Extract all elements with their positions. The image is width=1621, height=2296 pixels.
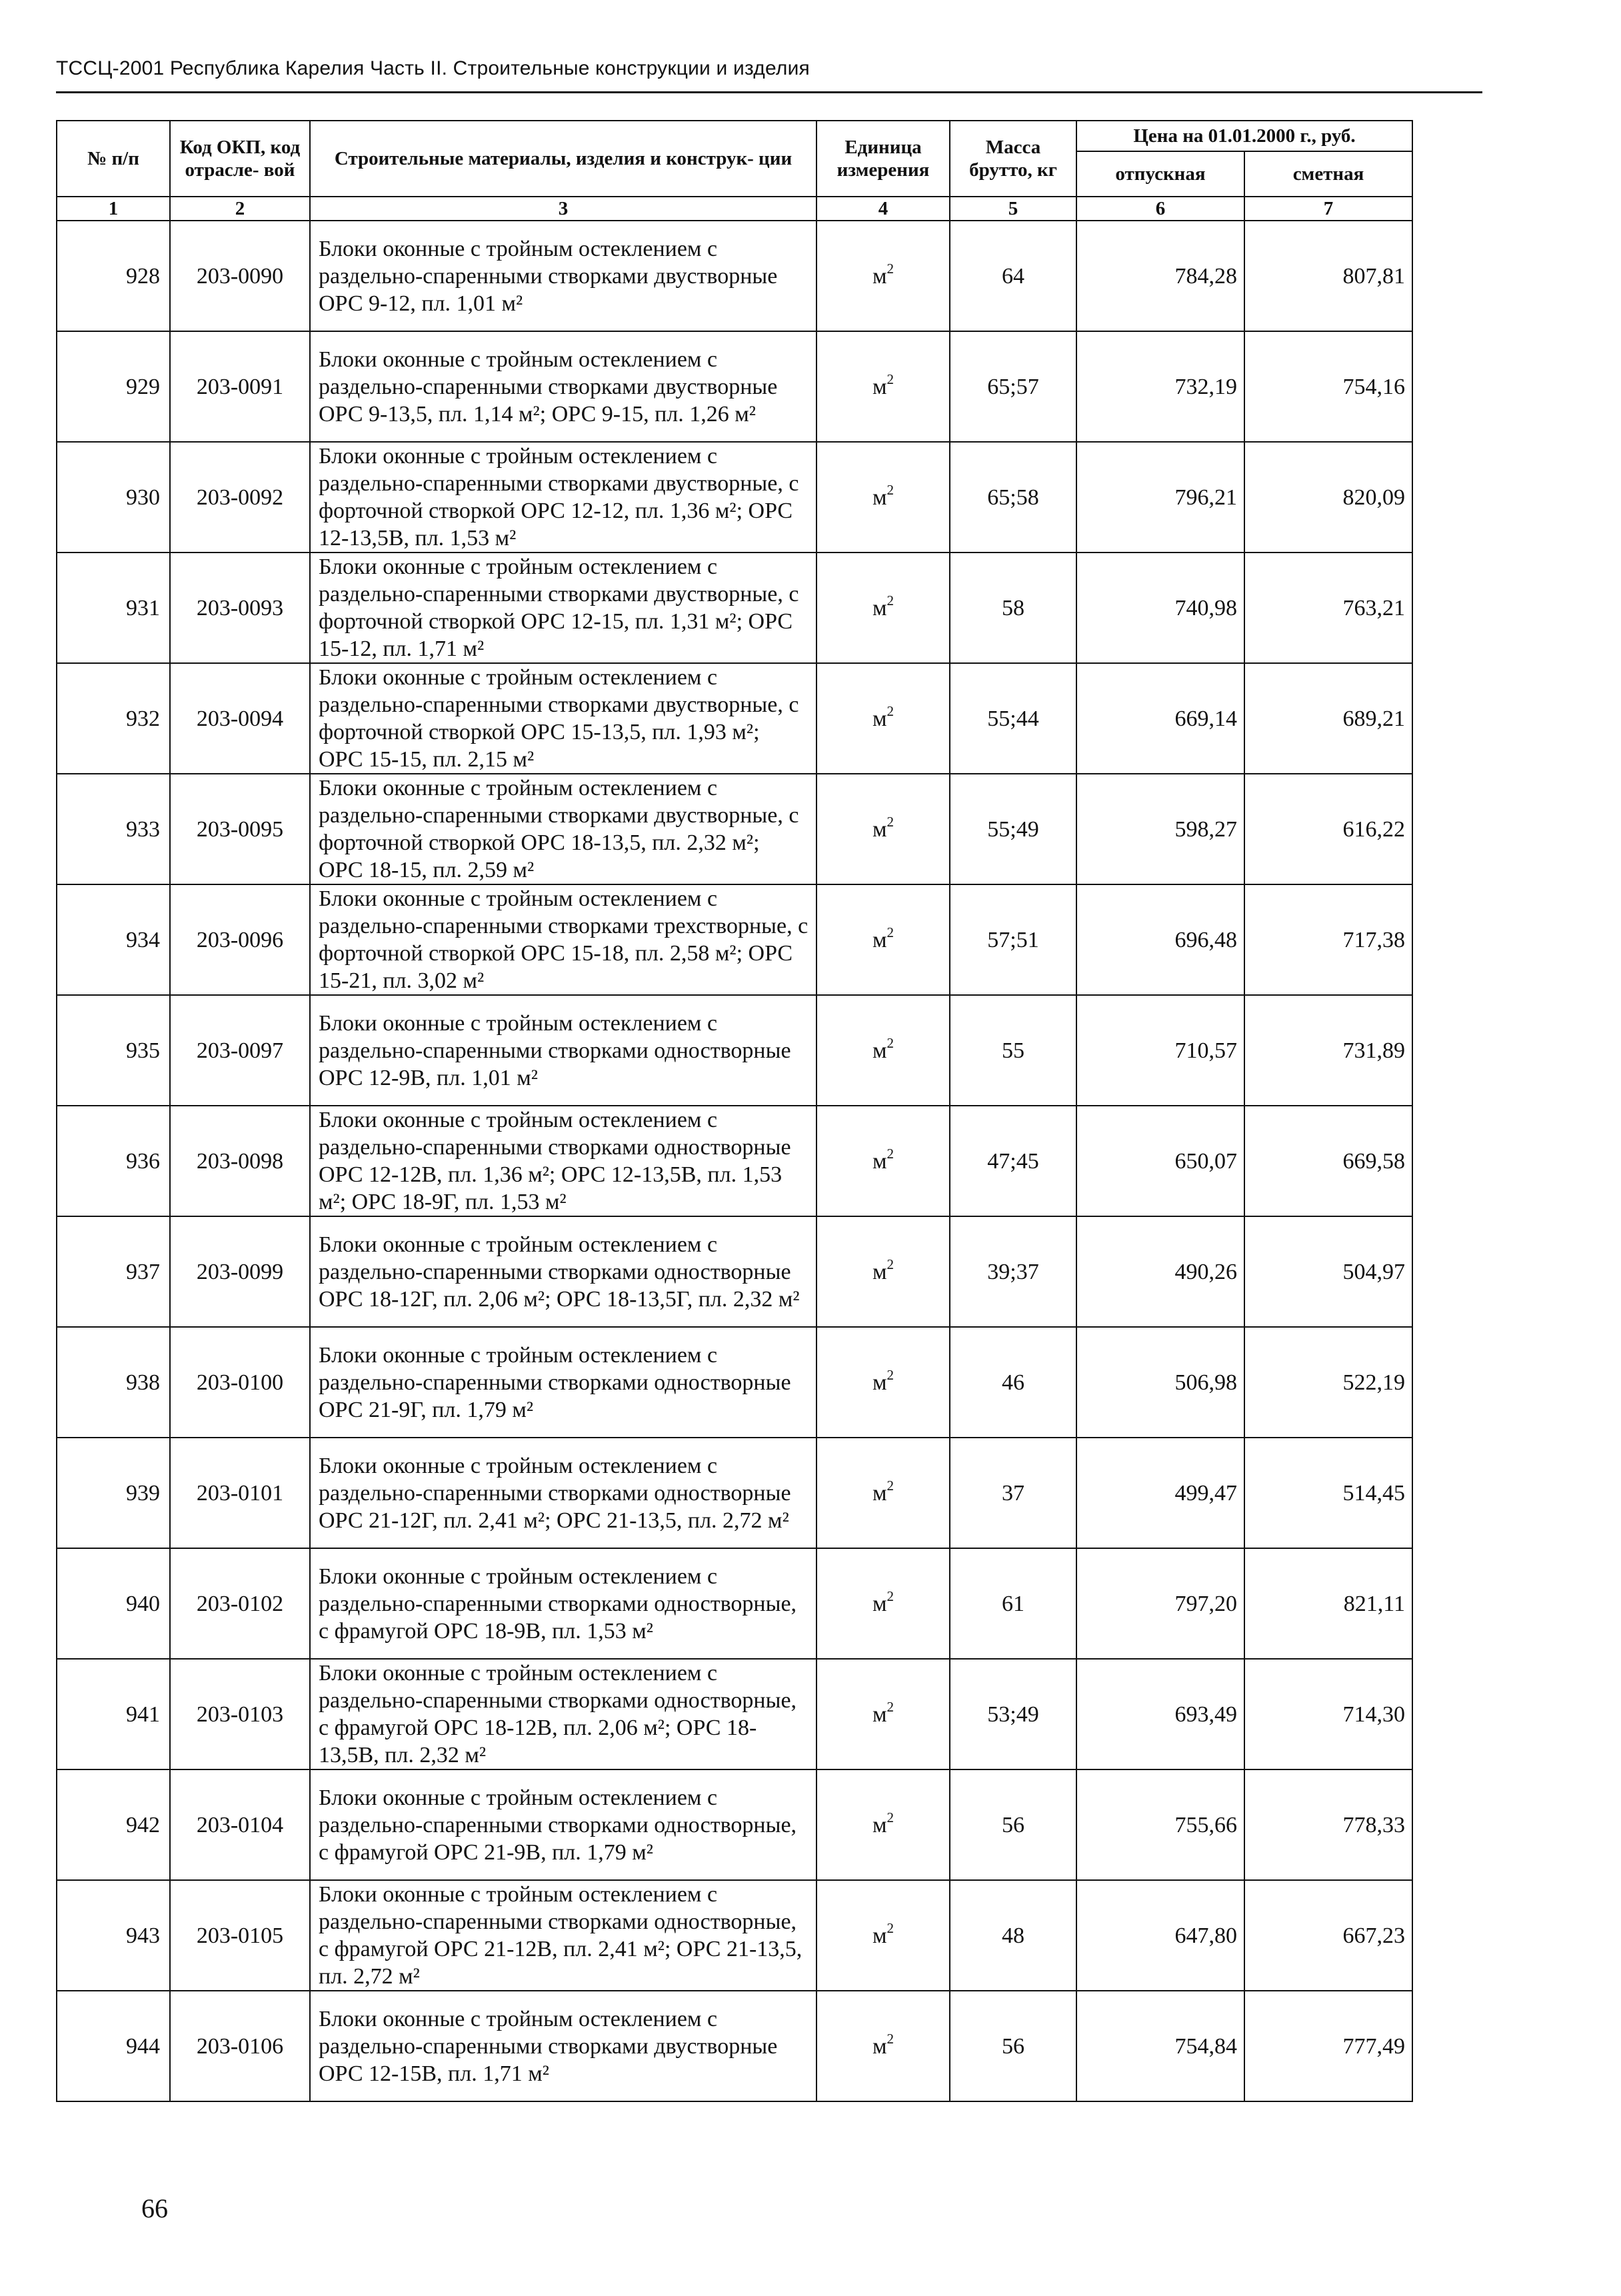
estimate-price: 731,89 (1244, 995, 1412, 1106)
okp-code: 203-0102 (170, 1548, 310, 1659)
page-number: 66 (141, 2193, 168, 2223)
release-price: 755,66 (1076, 1769, 1244, 1880)
estimate-price: 754,16 (1244, 331, 1412, 442)
okp-code: 203-0099 (170, 1216, 310, 1327)
material-description: Блоки оконные с тройным остеклением с раздельно-спаренными створками одностворные, с фрамугой ОРС 21-9В, пл. 1,79 м² (310, 1769, 816, 1880)
table-row (57, 1880, 1412, 1991)
estimate-price: 763,21 (1244, 553, 1412, 663)
estimate-price: 669,58 (1244, 1106, 1412, 1216)
material-description: Блоки оконные с тройным остеклением с раздельно-спаренными створками двустворные, с форточной створкой ОРС 12-15, пл. 1,31 м²; ОРС 15-12, пл. 1,71 м² (310, 553, 816, 663)
row-number: 932 (57, 663, 170, 774)
unit-cell (816, 553, 950, 663)
row-number: 936 (57, 1106, 170, 1216)
material-description: Блоки оконные с тройным остеклением с раздельно-спаренными створками одностворные ОРС 12-12В, пл. 1,36 м²; ОРС 12-13,5В, пл. 1,53 м²; ОРС 18-9Г, пл. 1,53 м² (310, 1106, 816, 1216)
unit-superscript: 2 (886, 1699, 894, 1716)
release-price: 499,47 (1076, 1438, 1244, 1548)
header-rule (56, 91, 1482, 93)
okp-code: 203-0097 (170, 995, 310, 1106)
unit-base: м (872, 1923, 887, 1948)
release-price: 740,98 (1076, 553, 1244, 663)
header-estimate-price: сметная (1244, 151, 1412, 197)
mass-cell: 55 (950, 995, 1076, 1106)
material-description: Блоки оконные с тройным остеклением с раздельно-спаренными створками одностворные ОРС 21-9Г, пл. 1,79 м² (310, 1327, 816, 1438)
row-number: 935 (57, 995, 170, 1106)
table-row (57, 221, 1412, 331)
unit-superscript: 2 (886, 1367, 894, 1384)
unit-superscript: 2 (886, 1809, 894, 1826)
row-number: 930 (57, 442, 170, 553)
unit-base: м (872, 485, 887, 510)
unit-base: м (872, 1702, 887, 1727)
price-table-container (56, 120, 1412, 2102)
material-description: Блоки оконные с тройным остеклением с раздельно-спаренными створками трехстворные, с форточной створкой ОРС 15-18, пл. 2,58 м²; ОРС 15-21, пл. 3,02 м² (310, 884, 816, 995)
release-price: 754,84 (1076, 1991, 1244, 2101)
unit-superscript: 2 (886, 814, 894, 830)
release-price: 796,21 (1076, 442, 1244, 553)
mass-cell: 57;51 (950, 884, 1076, 995)
release-price: 647,80 (1076, 1880, 1244, 1991)
release-price: 797,20 (1076, 1548, 1244, 1659)
unit-superscript: 2 (886, 1588, 894, 1605)
estimate-price: 821,11 (1244, 1548, 1412, 1659)
unit-superscript: 2 (886, 371, 894, 388)
unit-superscript: 2 (886, 1920, 894, 1937)
mass-cell: 64 (950, 221, 1076, 331)
okp-code: 203-0104 (170, 1769, 310, 1880)
material-description: Блоки оконные с тройным остеклением с раздельно-спаренными створками одностворные, с фрамугой ОРС 18-12В, пл. 2,06 м²; ОРС 18-13,5В, пл. 2,32 м² (310, 1659, 816, 1769)
row-number: 943 (57, 1880, 170, 1991)
okp-code: 203-0106 (170, 1991, 310, 2101)
release-price: 693,49 (1076, 1659, 1244, 1769)
mass-cell: 56 (950, 1991, 1076, 2101)
table-row (57, 663, 1412, 774)
mass-cell: 58 (950, 553, 1076, 663)
material-description: Блоки оконные с тройным остеклением с раздельно-спаренными створками двустворные, с форточной створкой ОРС 18-13,5, пл. 2,32 м²; ОРС 18-15, пл. 2,59 м² (310, 774, 816, 884)
column-index: 7 (1244, 197, 1412, 221)
column-index: 6 (1076, 197, 1244, 221)
table-row (57, 995, 1412, 1106)
release-price: 506,98 (1076, 1327, 1244, 1438)
estimate-price: 778,33 (1244, 1769, 1412, 1880)
mass-cell: 53;49 (950, 1659, 1076, 1769)
mass-cell: 39;37 (950, 1216, 1076, 1327)
unit-superscript: 2 (886, 1146, 894, 1162)
release-price: 669,14 (1076, 663, 1244, 774)
table-row (57, 1548, 1412, 1659)
okp-code: 203-0105 (170, 1880, 310, 1991)
header-mass: Масса брутто, кг (950, 121, 1076, 197)
column-index: 4 (816, 197, 950, 221)
material-description: Блоки оконные с тройным остеклением с раздельно-спаренными створками двустворные ОРС 9-12, пл. 1,01 м² (310, 221, 816, 331)
row-number: 937 (57, 1216, 170, 1327)
unit-cell (816, 1438, 950, 1548)
unit-cell (816, 663, 950, 774)
unit-cell (816, 1216, 950, 1327)
unit-superscript: 2 (886, 261, 894, 277)
unit-cell (816, 1880, 950, 1991)
unit-base: м (872, 706, 887, 731)
unit-superscript: 2 (886, 1478, 894, 1494)
table-row (57, 884, 1412, 995)
okp-code: 203-0098 (170, 1106, 310, 1216)
mass-cell: 48 (950, 1880, 1076, 1991)
row-number: 939 (57, 1438, 170, 1548)
material-description: Блоки оконные с тройным остеклением с раздельно-спаренными створками одностворные ОРС 18-12Г, пл. 2,06 м²; ОРС 18-13,5Г, пл. 2,32 м² (310, 1216, 816, 1327)
mass-cell: 56 (950, 1769, 1076, 1880)
column-index: 2 (170, 197, 310, 221)
estimate-price: 522,19 (1244, 1327, 1412, 1438)
table-row (57, 1327, 1412, 1438)
okp-code: 203-0095 (170, 774, 310, 884)
unit-superscript: 2 (886, 592, 894, 609)
unit-base: м (872, 374, 887, 399)
mass-cell: 65;57 (950, 331, 1076, 442)
unit-base: м (872, 816, 887, 842)
header-price: Цена на 01.01.2000 г., руб. (1076, 121, 1412, 151)
unit-base: м (872, 1038, 887, 1063)
unit-base: м (872, 263, 887, 289)
unit-superscript: 2 (886, 924, 894, 941)
unit-cell (816, 331, 950, 442)
unit-superscript: 2 (886, 703, 894, 720)
row-number: 934 (57, 884, 170, 995)
unit-base: м (872, 1591, 887, 1616)
mass-cell: 55;49 (950, 774, 1076, 884)
header-material: Строительные материалы, изделия и конструк- ции (310, 121, 816, 197)
material-description: Блоки оконные с тройным остеклением с раздельно-спаренными створками одностворные ОРС 21-12Г, пл. 2,41 м²; ОРС 21-13,5, пл. 2,72 м² (310, 1438, 816, 1548)
mass-cell: 61 (950, 1548, 1076, 1659)
unit-superscript: 2 (886, 1256, 894, 1273)
mass-cell: 55;44 (950, 663, 1076, 774)
table-header (57, 121, 1412, 221)
unit-superscript: 2 (886, 2031, 894, 2047)
header-code: Код ОКП, код отрасле- вой (170, 121, 310, 197)
table-row (57, 1106, 1412, 1216)
header-release-price: отпускная (1076, 151, 1244, 197)
estimate-price: 504,97 (1244, 1216, 1412, 1327)
estimate-price: 714,30 (1244, 1659, 1412, 1769)
table-row (57, 331, 1412, 442)
unit-base: м (872, 1148, 887, 1174)
estimate-price: 820,09 (1244, 442, 1412, 553)
row-number: 944 (57, 1991, 170, 2101)
material-description: Блоки оконные с тройным остеклением с раздельно-спаренными створками двустворные, с форточной створкой ОРС 15-13,5, пл. 1,93 м²; ОРС 15-15, пл. 2,15 м² (310, 663, 816, 774)
column-index-row (57, 197, 1412, 221)
estimate-price: 807,81 (1244, 221, 1412, 331)
material-description: Блоки оконные с тройным остеклением с раздельно-спаренными створками двустворные, с форточной створкой ОРС 12-12, пл. 1,36 м²; ОРС 12-13,5В, пл. 1,53 м² (310, 442, 816, 553)
column-index: 5 (950, 197, 1076, 221)
table-row (57, 1438, 1412, 1548)
unit-cell (816, 1106, 950, 1216)
okp-code: 203-0092 (170, 442, 310, 553)
table-row (57, 1216, 1412, 1327)
unit-base: м (872, 927, 887, 952)
release-price: 784,28 (1076, 221, 1244, 331)
unit-cell (816, 221, 950, 331)
table-row (57, 774, 1412, 884)
unit-superscript: 2 (886, 1035, 894, 1052)
release-price: 696,48 (1076, 884, 1244, 995)
okp-code: 203-0096 (170, 884, 310, 995)
row-number: 929 (57, 331, 170, 442)
unit-cell (816, 774, 950, 884)
mass-cell: 37 (950, 1438, 1076, 1548)
unit-cell (816, 1991, 950, 2101)
unit-cell (816, 995, 950, 1106)
table-row (57, 1991, 1412, 2101)
column-index: 1 (57, 197, 170, 221)
column-index: 3 (310, 197, 816, 221)
row-number: 933 (57, 774, 170, 884)
unit-cell (816, 884, 950, 995)
okp-code: 203-0091 (170, 331, 310, 442)
estimate-price: 616,22 (1244, 774, 1412, 884)
table-row (57, 553, 1412, 663)
row-number: 928 (57, 221, 170, 331)
unit-cell (816, 1548, 950, 1659)
running-header: ТССЦ-2001 Республика Карелия Часть II. Строительные конструкции и изделия (56, 57, 810, 79)
unit-base: м (872, 595, 887, 620)
material-description: Блоки оконные с тройным остеклением с раздельно-спаренными створками одностворные ОРС 12-9В, пл. 1,01 м² (310, 995, 816, 1106)
material-description: Блоки оконные с тройным остеклением с раздельно-спаренными створками одностворные, с фрамугой ОРС 18-9В, пл. 1,53 м² (310, 1548, 816, 1659)
unit-base: м (872, 1812, 887, 1837)
table-row (57, 1769, 1412, 1880)
okp-code: 203-0094 (170, 663, 310, 774)
mass-cell: 65;58 (950, 442, 1076, 553)
unit-base: м (872, 1370, 887, 1395)
release-price: 710,57 (1076, 995, 1244, 1106)
header-no: № п/п (57, 121, 170, 197)
mass-cell: 47;45 (950, 1106, 1076, 1216)
release-price: 598,27 (1076, 774, 1244, 884)
release-price: 650,07 (1076, 1106, 1244, 1216)
row-number: 938 (57, 1327, 170, 1438)
okp-code: 203-0090 (170, 221, 310, 331)
unit-cell (816, 1327, 950, 1438)
row-number: 931 (57, 553, 170, 663)
unit-base: м (872, 2033, 887, 2059)
material-description: Блоки оконные с тройным остеклением с раздельно-спаренными створками двустворные ОРС 9-13,5, пл. 1,14 м²; ОРС 9-15, пл. 1,26 м² (310, 331, 816, 442)
unit-cell (816, 1659, 950, 1769)
estimate-price: 514,45 (1244, 1438, 1412, 1548)
okp-code: 203-0103 (170, 1659, 310, 1769)
estimate-price: 667,23 (1244, 1880, 1412, 1991)
table-body (57, 221, 1412, 2101)
header-unit: Единица измерения (816, 121, 950, 197)
table-row (57, 1659, 1412, 1769)
estimate-price: 689,21 (1244, 663, 1412, 774)
unit-cell (816, 442, 950, 553)
unit-base: м (872, 1259, 887, 1284)
material-description: Блоки оконные с тройным остеклением с раздельно-спаренными створками одностворные, с фрамугой ОРС 21-12В, пл. 2,41 м²; ОРС 21-13,5, пл. 2,72 м² (310, 1880, 816, 1991)
row-number: 940 (57, 1548, 170, 1659)
release-price: 490,26 (1076, 1216, 1244, 1327)
mass-cell: 46 (950, 1327, 1076, 1438)
okp-code: 203-0093 (170, 553, 310, 663)
okp-code: 203-0101 (170, 1438, 310, 1548)
unit-superscript: 2 (886, 482, 894, 499)
estimate-price: 717,38 (1244, 884, 1412, 995)
material-description: Блоки оконные с тройным остеклением с раздельно-спаренными створками двустворные ОРС 12-15В, пл. 1,71 м² (310, 1991, 816, 2101)
row-number: 941 (57, 1659, 170, 1769)
unit-base: м (872, 1480, 887, 1506)
unit-cell (816, 1769, 950, 1880)
estimate-price: 777,49 (1244, 1991, 1412, 2101)
okp-code: 203-0100 (170, 1327, 310, 1438)
release-price: 732,19 (1076, 331, 1244, 442)
row-number: 942 (57, 1769, 170, 1880)
price-table (56, 120, 1413, 2102)
table-row (57, 442, 1412, 553)
